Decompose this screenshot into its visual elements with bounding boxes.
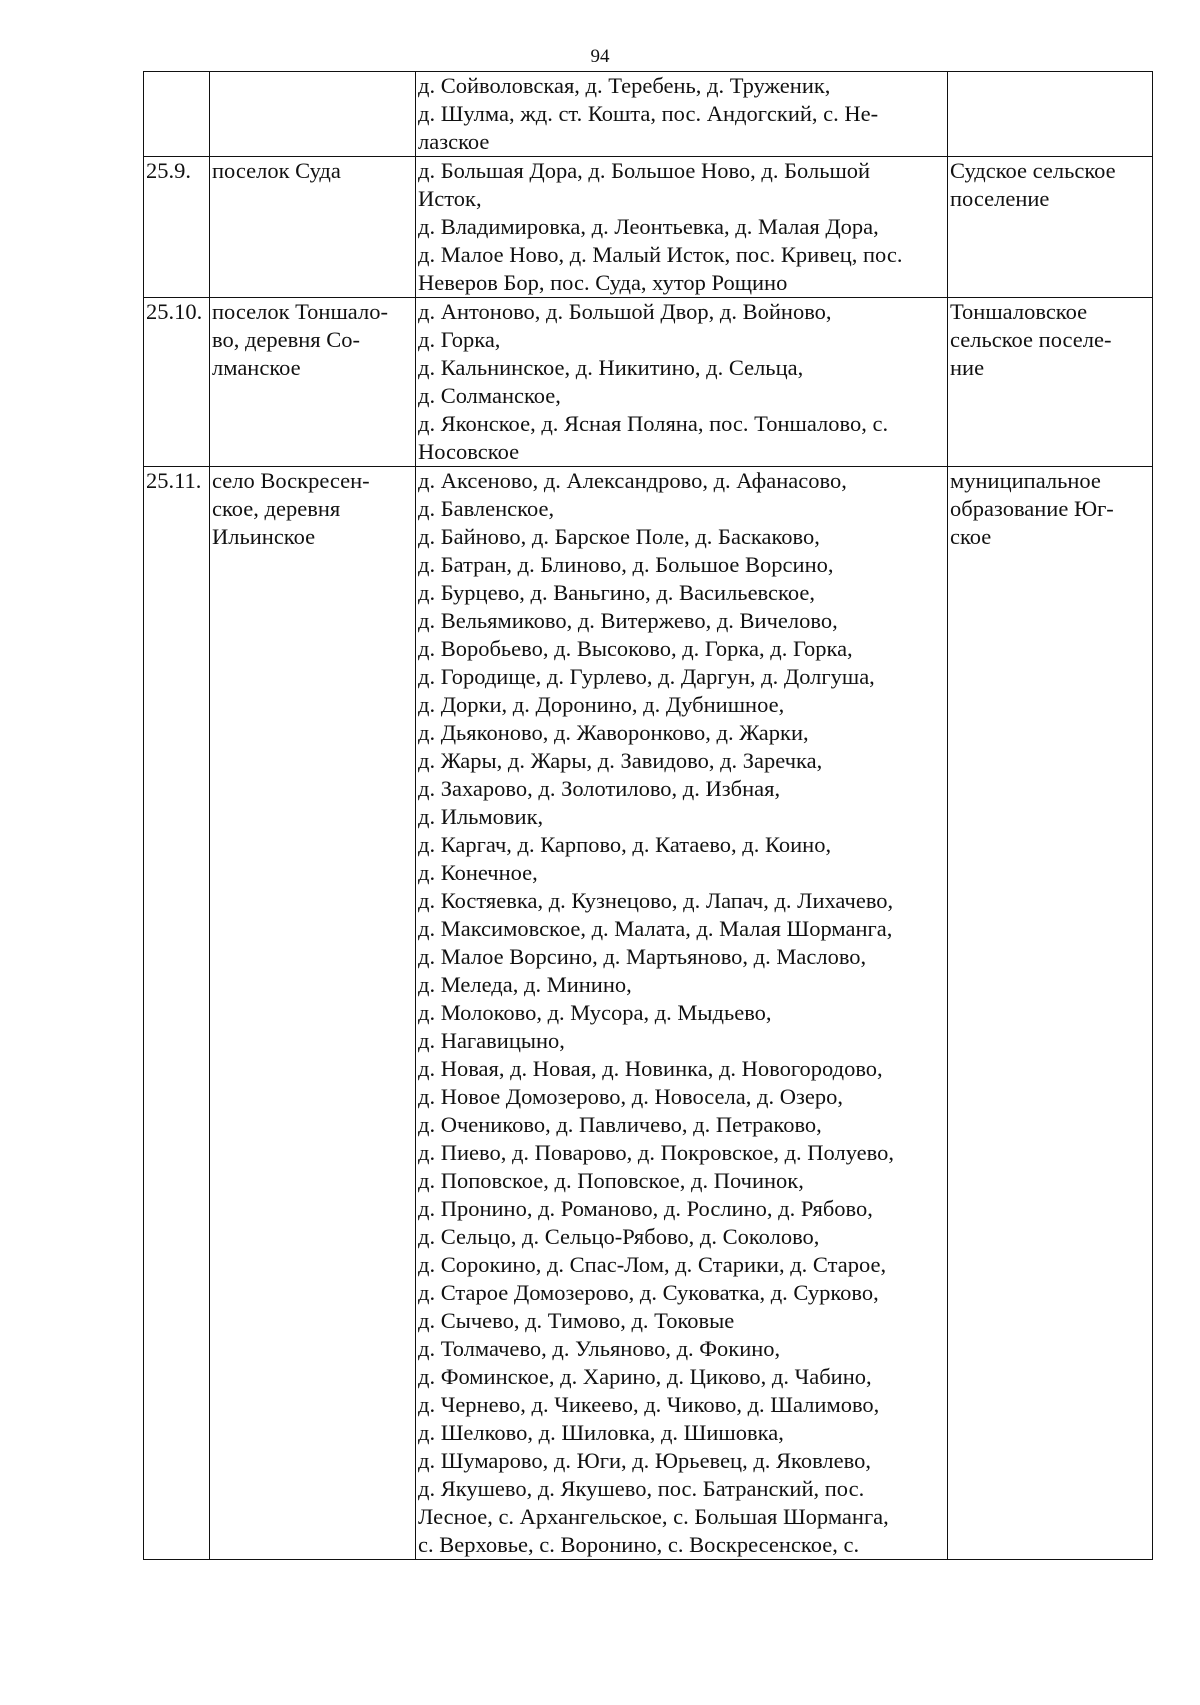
settlements-list-line: д. Каргач, д. Карпово, д. Катаево, д. Коино, [418,832,832,857]
settlements-list-line: д. Малое Ново, д. Малый Исток, пос. Кривец, пос. [418,242,903,267]
row-number-cell [144,467,210,1560]
admin-center-cell [210,157,416,298]
settlements-list-line: д. Жары, д. Жары, д. Завидово, д. Заречка, [418,748,823,773]
municipality-cell [948,72,1153,157]
municipality-line: сельское поселе- [950,327,1112,352]
table-row [144,298,1153,467]
settlements-list-line: д. Очениково, д. Павличево, д. Петраково, [418,1112,822,1137]
settlements-list-line: д. Нагавицыно, [418,1028,565,1053]
settlements-list-line: д. Максимовское, д. Малата, д. Малая Шорманга, [418,916,893,941]
settlements-list-line: с. Верховье, с. Воронино, с. Воскресенское, с. [418,1532,860,1557]
row-number-cell [144,157,210,298]
municipality-cell [948,157,1153,298]
admin-center-line: ское, деревня [212,496,341,521]
settlements-list-line: д. Новое Домозерово, д. Новосела, д. Озеро, [418,1084,843,1109]
settlements-list-line: д. Якушево, д. Якушево, пос. Батранский, пос. [418,1476,865,1501]
settlements-list-line: д. Бурцево, д. Ваньгино, д. Васильевское, [418,580,815,605]
settlements-list-line: д. Фоминское, д. Харино, д. Циково, д. Чабино, [418,1364,872,1389]
settlements-list-line: д. Пронино, д. Романово, д. Рослино, д. Рябово, [418,1196,873,1221]
admin-center-cell [210,72,416,157]
settlements-list-line: д. Антоново, д. Большой Двор, д. Войново, [418,299,832,324]
settlements-list-line: лазское [418,129,490,154]
municipality-line: ское [950,524,992,549]
row-number-cell [144,72,210,157]
admin-center-line: поселок Тоншало- [212,299,388,324]
row-number-cell [144,298,210,467]
settlements-list-line: д. Бавленское, [418,496,555,521]
settlements-list-line: д. Шулма, жд. ст. Кошта, пос. Андогский, с. Не- [418,101,879,126]
admin-center-line: село Воскресен- [212,468,370,493]
settlements-list-line: д. Старое Домозерово, д. Суковатка, д. Сурково, [418,1280,879,1305]
settlements-list-line: д. Захарово, д. Золотилово, д. Избная, [418,776,781,801]
municipality-line: Тоншаловское [950,299,1088,324]
settlements-list-line: д. Малое Ворсино, д. Мартьяново, д. Маслово, [418,944,867,969]
row-number: 25.11. [146,468,202,493]
admin-center-line: лманское [212,355,301,380]
settlements-list-line: д. Вельямиково, д. Витержево, д. Вичелово, [418,608,838,633]
settlements-list-line: д. Чернево, д. Чикеево, д. Чиково, д. Шалимово, [418,1392,880,1417]
settlements-list-line: Носовское [418,439,520,464]
settlements-list-line: д. Горка, [418,327,501,352]
settlements-list-line: Исток, [418,186,482,211]
settlements-list-line: д. Городище, д. Гурлево, д. Даргун, д. Долгуша, [418,664,875,689]
settlements-list-line: д. Сычево, д. Тимово, д. Токовые [418,1308,735,1333]
settlements-list-line: д. Новая, д. Новая, д. Новинка, д. Новогородово, [418,1056,883,1081]
settlements-list-line: д. Меледа, д. Минино, [418,972,632,997]
settlements-list-cell [416,298,948,467]
admin-center-line: во, деревня Со- [212,327,361,352]
admin-center-line: поселок Суда [212,158,341,183]
table-row [144,467,1153,1560]
settlements-list-line: д. Дорки, д. Доронино, д. Дубнишное, [418,692,785,717]
table-row [144,157,1153,298]
row-number: 25.9. [146,158,191,183]
municipality-cell [948,467,1153,1560]
settlements-list-line: д. Поповское, д. Поповское, д. Починок, [418,1168,804,1193]
settlements-list-line: д. Ильмовик, [418,804,544,829]
settlements-list-line: д. Толмачево, д. Ульяново, д. Фокино, [418,1336,781,1361]
municipality-cell [948,298,1153,467]
municipality-line: поселение [950,186,1050,211]
settlements-list-line: д. Батран, д. Блиново, д. Большое Ворсино, [418,552,834,577]
settlements-list-line: д. Владимировка, д. Леонтьевка, д. Малая Дора, [418,214,879,239]
settlements-list-line: д. Солманское, [418,383,561,408]
settlements-list-line: д. Сорокино, д. Спас-Лом, д. Старики, д. Старое, [418,1252,887,1277]
settlements-list-line: Лесное, с. Архангельское, с. Большая Шорманга, [418,1504,889,1529]
settlements-list-line: д. Пиево, д. Поварово, д. Покровское, д. Полуево, [418,1140,894,1165]
settlements-list-cell [416,72,948,157]
settlements-list-line: д. Шелково, д. Шиловка, д. Шишовка, [418,1420,784,1445]
settlements-list-line: д. Кальнинское, д. Никитино, д. Сельца, [418,355,804,380]
settlements-list-line: д. Костяевка, д. Кузнецово, д. Лапач, д. Лихачево, [418,888,894,913]
row-number: 25.10. [146,299,203,324]
settlements-table [143,71,1153,1560]
admin-center-cell [210,467,416,1560]
page-number: 94 [590,46,610,67]
settlements-list-line: д. Байново, д. Барское Поле, д. Баскаково, [418,524,820,549]
municipality-line: ние [950,355,985,380]
settlements-list-line: д. Яконское, д. Ясная Поляна, пос. Тоншалово, с. [418,411,889,436]
settlements-list-line: д. Сельцо, д. Сельцо-Рябово, д. Соколово, [418,1224,820,1249]
settlements-list-cell [416,157,948,298]
settlements-list-line: д. Молоково, д. Мусора, д. Мыдьево, [418,1000,772,1025]
settlements-list-line: д. Воробьево, д. Высоково, д. Горка, д. Горка, [418,636,853,661]
settlements-list-line: д. Сойволовская, д. Теребень, д. Труженик, [418,73,831,98]
table-body [144,72,1153,1560]
municipality-line: Судское сельское [950,158,1116,183]
settlements-list-cell [416,467,948,1560]
admin-center-line: Ильинское [212,524,316,549]
settlements-list-line: д. Аксеново, д. Александрово, д. Афанасово, [418,468,847,493]
settlements-list-line: д. Большая Дора, д. Большое Ново, д. Большой [418,158,871,183]
settlements-list-line: д. Дьяконово, д. Жаворонково, д. Жарки, [418,720,809,745]
settlements-list-line: д. Конечное, [418,860,538,885]
municipality-line: муниципальное [950,468,1101,493]
settlements-list-line: д. Шумарово, д. Юги, д. Юрьевец, д. Яковлево, [418,1448,871,1473]
municipality-line: образование Юг- [950,496,1114,521]
table-row [144,72,1153,157]
settlements-list-line: Неверов Бор, пос. Суда, хутор Рощино [418,270,788,295]
admin-center-cell [210,298,416,467]
